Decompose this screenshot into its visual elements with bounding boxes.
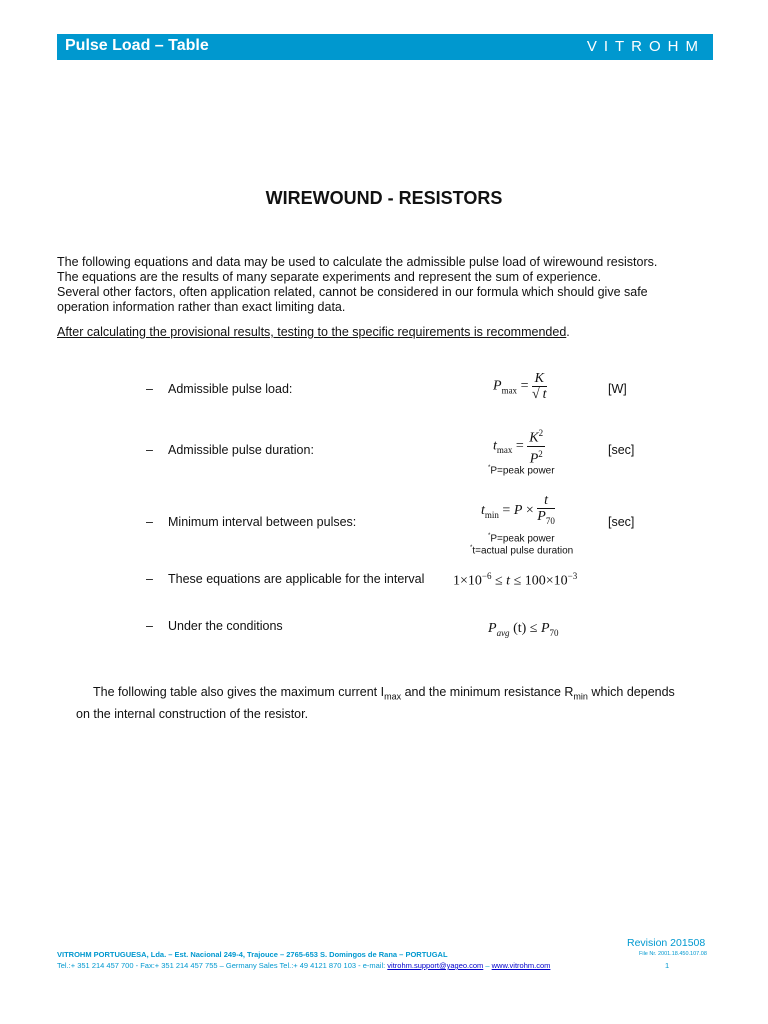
eq-fraction: $\frac{K}{√ t}$ xyxy=(531,371,547,402)
eq-symbol: P xyxy=(493,378,502,394)
unit-label: [sec] xyxy=(608,515,635,529)
eq-symbol: P xyxy=(537,509,546,524)
unit-label: [W] xyxy=(608,382,627,396)
closing-paragraph xyxy=(76,684,726,723)
footer-company-address: VITROHM PORTUGUESA, Lda. – Est. Nacional 249-4, Trajouce – 2765-653 S. Domingos de Rana – PORTUGAL xyxy=(57,950,448,959)
item-dash: – xyxy=(146,572,153,586)
equation-condition xyxy=(488,621,559,638)
eq-exponent: 2 xyxy=(538,428,544,438)
eq-term: (t) xyxy=(513,621,527,636)
eq-operator: ≤ xyxy=(513,573,522,589)
eq-operator: ≤ xyxy=(529,621,538,636)
email-link[interactable]: vitrohm.support@yageo.com xyxy=(387,961,484,970)
page-number: 1 xyxy=(665,961,670,970)
item-minimum-interval xyxy=(146,515,356,529)
eq-symbol: K xyxy=(534,371,544,386)
eq-subscript: 70 xyxy=(549,627,559,638)
brand-logo: VITROHM xyxy=(586,38,705,55)
eq-symbol: K xyxy=(529,430,539,446)
eq-subscript: max xyxy=(496,445,513,456)
eq-exponent: −6 xyxy=(481,571,492,581)
header-bar xyxy=(57,34,713,60)
eq-exponent: 2 xyxy=(538,448,543,459)
eq-operator: = xyxy=(502,503,511,519)
intro-line: Several other factors, often application related, cannot be considered in our formula which should give safe xyxy=(57,285,648,299)
document-title: WIREWOUND - RESISTORS xyxy=(265,188,503,208)
item-applicable-interval xyxy=(146,572,424,586)
eq-term: 1×10 xyxy=(453,573,482,589)
eq-symbol: P xyxy=(540,621,550,636)
eq-operator: = xyxy=(515,438,524,454)
eq-symbol: t xyxy=(542,387,547,402)
eq-symbol: P xyxy=(513,503,523,519)
header-title: Pulse Load – Table xyxy=(65,37,209,54)
eq-symbol: t xyxy=(506,573,511,589)
item-dash: – xyxy=(146,515,153,529)
eq-subscript: 70 xyxy=(545,515,555,526)
eq-subscript: min xyxy=(484,509,499,520)
item-conditions xyxy=(146,619,283,633)
equation-pulse-duration xyxy=(493,426,545,466)
item-label: These equations are applicable for the interval xyxy=(168,572,425,586)
closing-line: The following table also gives the maximum current $I_{max}$ and the minimum resistance $R_{min}$ which depends xyxy=(93,685,675,702)
item-admissible-pulse-duration xyxy=(146,443,314,457)
footer-contact: Tel.:+ 351 214 457 700 - Fax:+ 351 214 457 755 – Germany Sales Tel.:+ 49 4121 870 103 - e-mail: vitrohm.support@yageo.com – www.vitrohm.com xyxy=(57,961,551,970)
item-admissible-pulse-load xyxy=(146,382,292,396)
item-label: Under the conditions xyxy=(168,619,283,633)
eq-exponent: −3 xyxy=(567,571,578,581)
intro-line: The equations are the results of many separate experiments and represent the sum of experience. xyxy=(57,270,602,284)
eq-operator: ≤ xyxy=(494,573,503,589)
item-dash: – xyxy=(146,443,153,457)
eq-fraction xyxy=(537,493,555,529)
equation-footnote: *P=peak power xyxy=(488,465,555,477)
website-link[interactable]: www.vitrohm.com xyxy=(491,961,551,970)
eq-symbol: P xyxy=(488,621,497,636)
revision-label: Revision 201508 xyxy=(627,937,706,949)
footer-file-number: File Nr. 2001.18.450.107.08 xyxy=(639,951,707,957)
recommendation-period: . xyxy=(566,325,570,339)
item-label: Minimum interval between pulses: xyxy=(168,515,357,529)
item-label: Admissible pulse load: xyxy=(168,382,293,396)
intro-line: operation information rather than exact limiting data. xyxy=(57,300,346,314)
equation-footnote: *P=peak power xyxy=(488,533,555,545)
unit-label: [sec] xyxy=(608,443,635,457)
equation-minimum-interval xyxy=(481,493,555,529)
item-dash: – xyxy=(146,382,153,396)
eq-operator: × xyxy=(525,503,534,519)
intro-line: The following equations and data may be used to calculate the admissible pulse load of wirewound resistors. xyxy=(57,255,658,269)
eq-operator: = xyxy=(520,378,529,394)
equation-footnote: *t=actual pulse duration xyxy=(470,545,574,557)
eq-subscript: avg xyxy=(496,627,510,638)
recommendation-text: After calculating the provisional results, testing to the specific requirements is recommended xyxy=(57,325,567,339)
eq-term: 100×10 xyxy=(524,573,568,589)
equation-interval xyxy=(453,571,577,590)
closing-line: on the internal construction of the resistor. xyxy=(76,706,309,721)
item-label: Admissible pulse duration: xyxy=(168,443,314,457)
eq-fraction xyxy=(527,426,545,466)
intro-paragraph xyxy=(57,255,717,315)
eq-symbol: P xyxy=(529,451,539,467)
equation-pulse-load xyxy=(493,371,547,402)
recommendation-note xyxy=(57,325,570,339)
item-dash: – xyxy=(146,619,153,633)
eq-symbol: t xyxy=(481,503,485,519)
eq-subscript: max xyxy=(501,385,518,396)
eq-symbol: t xyxy=(493,438,497,454)
eq-symbol: t xyxy=(544,493,548,508)
